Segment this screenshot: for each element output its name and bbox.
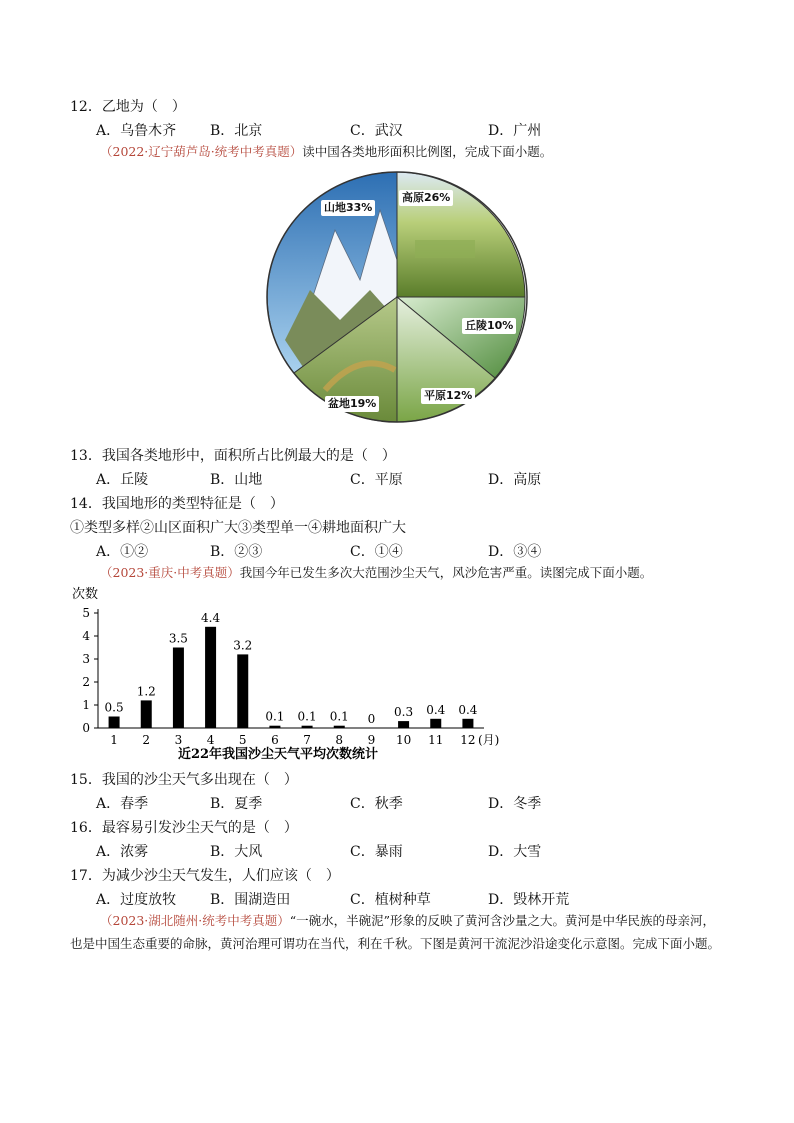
q13-option-c[interactable]: C．平原 <box>350 472 403 488</box>
intro-2023-suizhou-text: “一碗水，半碗泥”形象的反映了黄河含沙量之大。黄河是中华民族的母亲河，也是中国生态重要的命脉，黄河治理可谓功在当代，利在千秋。下图是黄河干流泥沙沿途变化示意图。完成下面小题。 <box>70 913 721 951</box>
q16-option-a[interactable]: A．浓雾 <box>96 844 149 860</box>
q14-option-a[interactable]: A．①② <box>96 544 149 560</box>
q14-stem: 14．我国地形的类型特征是（ ） <box>70 496 284 512</box>
chart-x-tick-label: 5 <box>238 733 247 747</box>
chart-bar <box>237 654 248 728</box>
intro-2023-chongqing-source: （2023·重庆·中考真题） <box>100 565 240 580</box>
chart-value-label: 0.5 <box>104 700 124 715</box>
chart-value-label: 0.1 <box>297 709 317 724</box>
chart-x-tick-label: 6 <box>271 733 279 747</box>
q15-option-b[interactable]: B．夏季 <box>210 796 263 812</box>
chart-y-tick-label: 3 <box>82 652 90 666</box>
intro-2022 <box>100 140 750 163</box>
q12-stem: 12．乙地为（ ） <box>70 99 186 115</box>
dust-chart <box>70 585 530 765</box>
intro-2023-suizhou <box>70 909 720 955</box>
q15-stem: 15．我国的沙尘天气多出现在（ ） <box>70 772 298 788</box>
q13-stem: 13．我国各类地形中，面积所占比例最大的是（ ） <box>70 448 396 464</box>
chart-y-tick-label: 5 <box>82 606 90 620</box>
chart-title: 近22年我国沙尘天气平均次数统计 <box>177 747 379 762</box>
q14-option-d[interactable]: D．③④ <box>488 544 542 560</box>
q15-option-a[interactable]: A．春季 <box>96 796 149 812</box>
chart-bar <box>109 717 120 729</box>
q17-option-d[interactable]: D．毁林开荒 <box>488 892 570 908</box>
q17-option-b[interactable]: B．围湖造田 <box>210 892 291 908</box>
q12-option-a[interactable]: A．乌鲁木齐 <box>96 123 177 139</box>
chart-value-label: 0 <box>367 712 376 726</box>
chart-value-label: 0.4 <box>426 702 446 717</box>
q13-option-a[interactable]: A．丘陵 <box>96 472 149 488</box>
pie-label-hill: 丘陵10% <box>462 318 516 334</box>
chart-bar <box>141 700 152 728</box>
chart-value-label: 3.2 <box>233 638 253 653</box>
chart-value-label: 3.5 <box>168 631 188 646</box>
pie-label-plateau: 高原26% <box>399 190 453 206</box>
chart-x-tick-label: 12 <box>460 733 476 747</box>
dust-chart-svg <box>70 585 530 765</box>
chart-bar <box>205 627 216 728</box>
chart-y-tick-label: 1 <box>82 698 90 712</box>
landform-pie-svg <box>265 170 529 424</box>
intro-2023-suizhou-source: （2023·湖北随州·统考中考真题） <box>100 913 290 928</box>
q16-option-c[interactable]: C．暴雨 <box>350 844 403 860</box>
chart-bar <box>173 648 184 729</box>
intro-2023-chongqing-text: 我国今年已发生多次大范围沙尘天气，风沙危害严重。读图完成下面小题。 <box>239 565 653 580</box>
pie-label-plain: 平原12% <box>421 388 475 404</box>
chart-x-tick-label: 1 <box>110 733 118 747</box>
chart-value-label: 0.1 <box>329 709 349 724</box>
pie-label-mountain: 山地33% <box>321 200 375 216</box>
chart-value-label: 0.1 <box>265 709 285 724</box>
intro-2022-source: （2022·辽宁葫芦岛·统考中考真题） <box>100 144 303 159</box>
chart-bar <box>430 719 441 728</box>
chart-value-label: 1.2 <box>136 684 156 699</box>
q15-option-d[interactable]: D．冬季 <box>488 796 542 812</box>
chart-value-label: 4.4 <box>201 610 221 625</box>
chart-x-tick-label: 4 <box>206 733 215 747</box>
q16-stem: 16．最容易引发沙尘天气的是（ ） <box>70 820 298 836</box>
chart-xlabel: (月) <box>478 733 500 747</box>
q14-statements: ①类型多样②山区面积广大③类型单一④耕地面积广大 <box>70 520 406 536</box>
chart-x-tick-label: 10 <box>395 733 412 747</box>
chart-x-tick-label: 7 <box>303 733 311 747</box>
q14-option-c[interactable]: C．①④ <box>350 544 403 560</box>
chart-bar <box>398 721 409 728</box>
q17-option-c[interactable]: C．植树种草 <box>350 892 431 908</box>
chart-bar <box>269 726 280 728</box>
q17-stem: 17．为减少沙尘天气发生，人们应该（ ） <box>70 868 340 884</box>
q16-option-d[interactable]: D．大雪 <box>488 844 542 860</box>
chart-x-tick-label: 8 <box>335 733 344 747</box>
chart-y-tick-label: 0 <box>82 721 90 735</box>
chart-bar <box>462 719 473 728</box>
chart-x-tick-label: 2 <box>142 733 151 747</box>
q17-option-a[interactable]: A．过度放牧 <box>96 892 177 908</box>
chart-value-label: 0.4 <box>458 702 478 717</box>
pie-label-basin: 盆地19% <box>325 396 379 412</box>
q15-option-c[interactable]: C．秋季 <box>350 796 403 812</box>
q13-option-d[interactable]: D．高原 <box>488 472 542 488</box>
intro-2022-text: 读中国各类地形面积比例图，完成下面小题。 <box>302 144 553 159</box>
q13-option-b[interactable]: B．山地 <box>210 472 263 488</box>
chart-bar <box>334 726 345 728</box>
chart-y-tick-label: 2 <box>82 675 90 689</box>
chart-y-tick-label: 4 <box>82 629 90 643</box>
chart-x-tick-label: 3 <box>174 733 183 747</box>
chart-ylabel: 次数 <box>72 587 99 602</box>
q12-option-d[interactable]: D．广州 <box>488 123 542 139</box>
chart-bar <box>302 726 313 728</box>
chart-x-tick-label: 9 <box>367 733 376 747</box>
q12-option-b[interactable]: B．北京 <box>210 123 263 139</box>
landform-pie-figure <box>265 170 529 424</box>
q12-option-c[interactable]: C．武汉 <box>350 123 403 139</box>
chart-x-tick-label: 11 <box>428 733 444 747</box>
q14-option-b[interactable]: B．②③ <box>210 544 263 560</box>
q16-option-b[interactable]: B．大风 <box>210 844 263 860</box>
intro-2023-chongqing <box>100 561 750 584</box>
chart-value-label: 0.3 <box>394 705 414 720</box>
